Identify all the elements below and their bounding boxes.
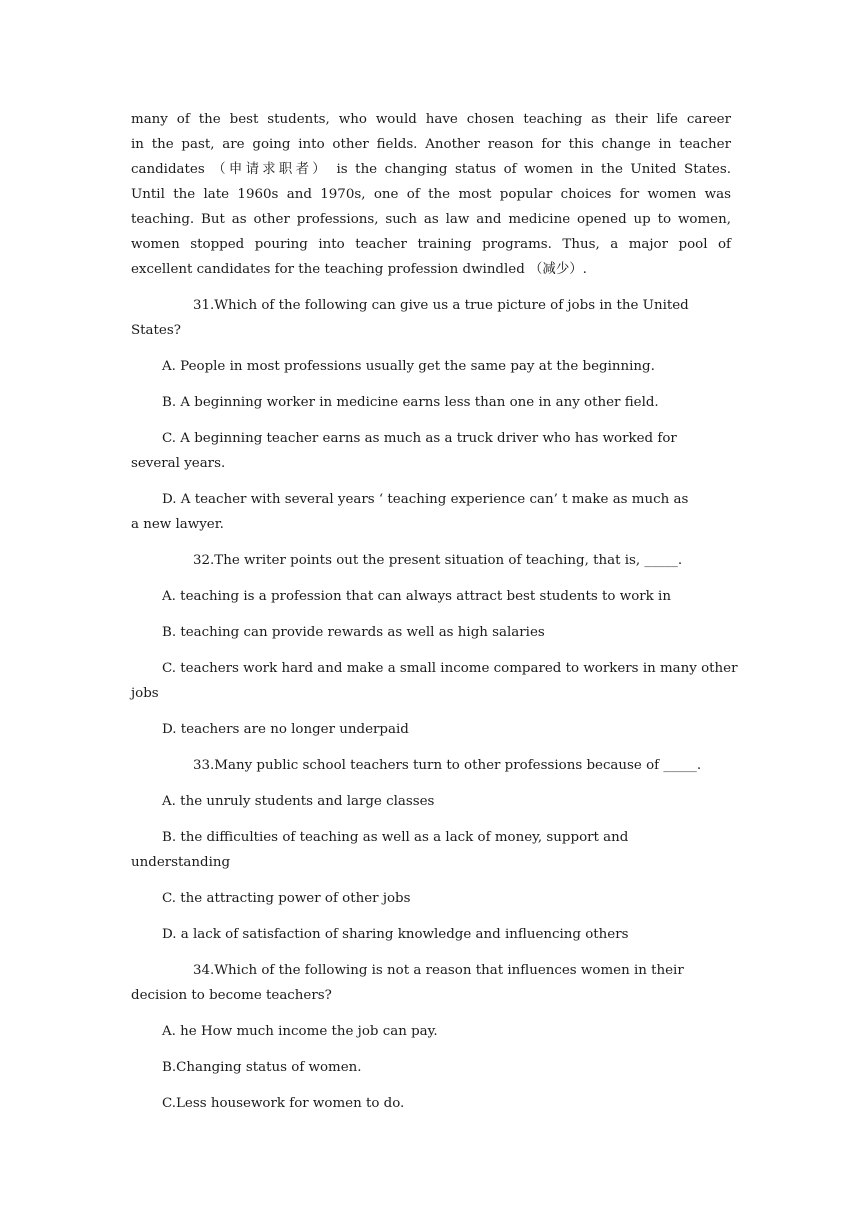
question-list <box>131 293 738 1116</box>
answer-option-line: C. teachers work hard and make a small income compared to workers in many other <box>162 661 738 676</box>
answer-option-line: B.Changing status of women. <box>162 1060 362 1075</box>
question-stem <box>131 958 731 1008</box>
answer-option <box>131 1019 731 1044</box>
question-stem <box>131 293 731 343</box>
question-stem-line: 34.Which of the following is not a reason that influences women in their <box>193 963 684 978</box>
question-stem <box>131 753 731 778</box>
answer-option-line: B. the difficulties of teaching as well as a lack of money, support and <box>162 830 629 845</box>
question-stem-line: States? <box>131 323 181 338</box>
answer-option-line: A. People in most professions usually get the same pay at the beginning. <box>162 359 655 374</box>
passage-line: teaching. But as other professions, such as law and medicine opened up to women, <box>131 212 731 227</box>
answer-option-line: A. he How much income the job can pay. <box>162 1024 438 1039</box>
answer-option-line: B. A beginning worker in medicine earns less than one in any other field. <box>162 395 659 410</box>
passage-line: women stopped pouring into teacher training programs. Thus, a major pool of <box>131 237 731 252</box>
answer-option-line: C. A beginning teacher earns as much as a truck driver who has worked for <box>162 431 677 446</box>
answer-option-line: A. teaching is a profession that can always attract best students to work in <box>162 589 671 604</box>
answer-option <box>131 584 731 609</box>
passage-line: candidates （申请求职者） is the changing status of women in the United States. <box>131 162 731 177</box>
answer-option <box>131 1055 731 1080</box>
passage-line: excellent candidates for the teaching profession dwindled （减少）. <box>131 262 587 277</box>
answer-option-line: a new lawyer. <box>131 517 224 532</box>
answer-option-line: jobs <box>131 686 159 701</box>
answer-option-line: C. the attracting power of other jobs <box>162 891 411 906</box>
question-stem-line: 32.The writer points out the present situation of teaching, that is, _____. <box>193 553 683 568</box>
answer-option <box>131 1091 731 1116</box>
answer-option <box>131 354 731 379</box>
answer-option <box>131 825 731 875</box>
answer-option <box>131 717 731 742</box>
answer-option <box>131 620 731 645</box>
question-stem-line: decision to become teachers? <box>131 988 332 1003</box>
answer-option <box>131 656 738 706</box>
question-stem <box>131 548 731 573</box>
answer-option-line: D. teachers are no longer underpaid <box>162 722 409 737</box>
answer-option <box>131 922 731 947</box>
answer-option-line: D. A teacher with several years ‘ teaching experience can’ t make as much as <box>162 492 689 507</box>
question-stem-line: 33.Many public school teachers turn to other professions because of _____. <box>193 758 702 773</box>
answer-option <box>131 487 731 537</box>
answer-option <box>131 390 731 415</box>
answer-option-line: D. a lack of satisfaction of sharing knowledge and influencing others <box>162 927 629 942</box>
answer-option-line: A. the unruly students and large classes <box>162 794 435 809</box>
answer-option <box>131 886 731 911</box>
answer-option-line: understanding <box>131 855 231 870</box>
answer-option <box>131 789 731 814</box>
passage-line: many of the best students, who would have chosen teaching as their life career <box>131 112 731 127</box>
passage-line: Until the late 1960s and 1970s, one of the most popular choices for women was <box>131 187 731 202</box>
answer-option-line: C.Less housework for women to do. <box>162 1096 405 1111</box>
passage-paragraph <box>131 107 731 282</box>
answer-option-line: several years. <box>131 456 226 471</box>
passage-line: in the past, are going into other fields. Another reason for this change in teacher <box>131 137 731 152</box>
answer-option-line: B. teaching can provide rewards as well as high salaries <box>162 625 545 640</box>
answer-option <box>131 426 731 476</box>
question-stem-line: 31.Which of the following can give us a true picture of jobs in the United <box>193 298 689 313</box>
document-page <box>131 107 738 1116</box>
